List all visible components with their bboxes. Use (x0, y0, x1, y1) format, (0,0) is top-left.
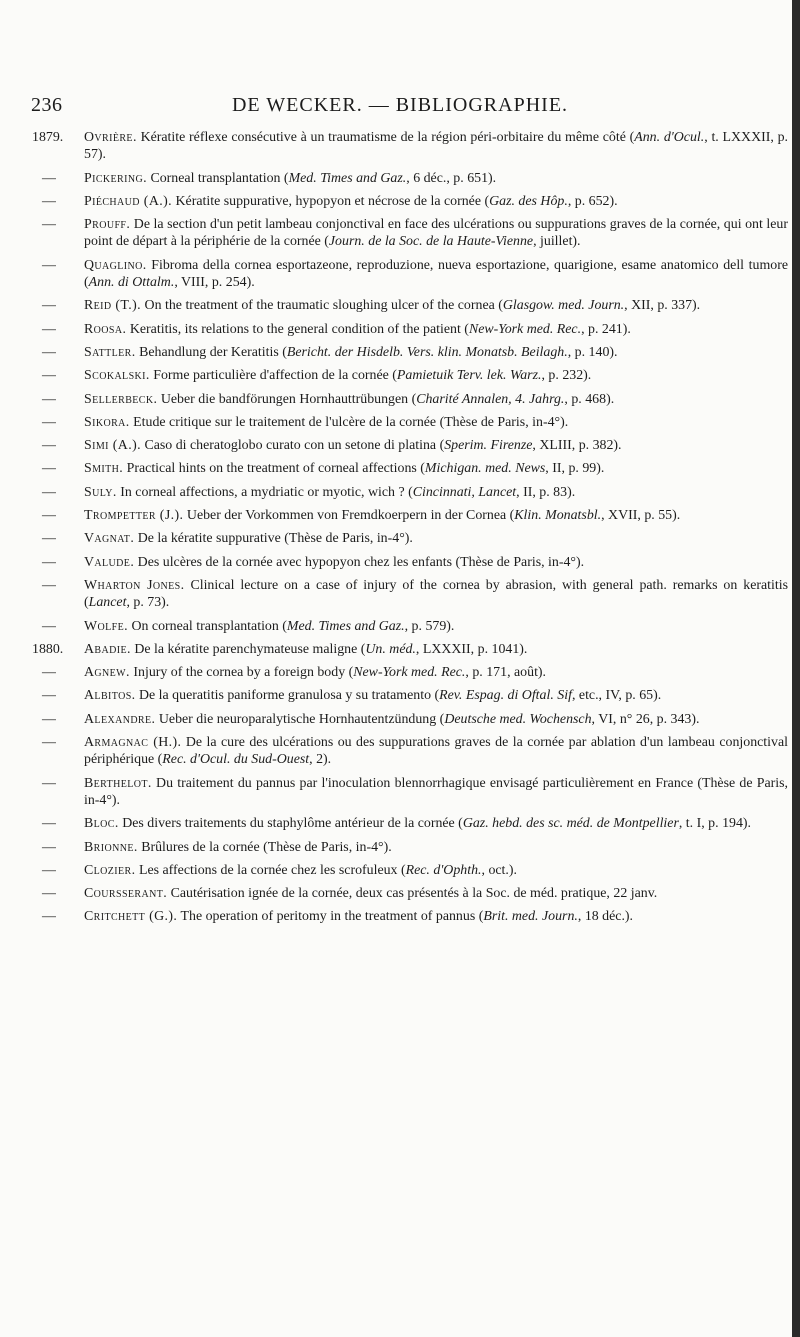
entry-author: Ovrière. (84, 130, 137, 145)
entry-title: Behandlung der Keratitis ( (139, 344, 287, 360)
entry-title: Kératite suppurative, hypopyon et nécrose de la cornée ( (175, 193, 490, 209)
entry-marker: — (42, 344, 56, 360)
entry-citation: , XVII, p. 55). (601, 508, 681, 524)
entry-author: Prouff. (84, 217, 131, 233)
entry-marker: — (42, 461, 56, 477)
entry-citation: , XLIII, p. 382). (532, 438, 622, 454)
entry-marker: — (42, 618, 56, 634)
bibliography-entry (40, 530, 788, 547)
entry-title: Practical hints on the treatment of corneal affections ( (126, 461, 425, 477)
bibliography-entry (40, 664, 788, 681)
entry-author: Alexandre. (84, 711, 156, 727)
entry-author: Trompetter (J.). (84, 508, 184, 524)
bibliography-entry (40, 367, 788, 384)
entry-title: De la cure des ulcérations ou des suppurations graves de la cornée par ablation d'un lambeau conjonctival périphérique ( (84, 735, 788, 768)
bibliography-entry (40, 711, 788, 728)
entry-citation: , p. 468). (564, 391, 615, 407)
bibliography-entry (40, 344, 788, 361)
entry-author: Abadie. (84, 641, 131, 657)
entry-citation: , p. 232). (541, 368, 592, 384)
entry-author: Scokalski. (84, 368, 150, 384)
entry-citation: , 18 déc.). (577, 909, 634, 925)
bibliography-entry (40, 815, 788, 832)
entry-marker: — (42, 577, 56, 593)
entry-marker: — (42, 391, 56, 407)
entry-source: Lancet (88, 595, 127, 611)
entry-title: Cautérisation ignée de la cornée, deux cas présentés à la Soc. de méd. pratique, 22 janv. (170, 886, 658, 902)
entry-citation: , etc., IV, p. 65). (571, 688, 662, 704)
bibliography-entry (40, 321, 788, 338)
entry-title: Les affections de la cornée chez les scrofuleux ( (138, 862, 406, 878)
entry-citation: , XII, p. 337). (624, 298, 701, 314)
entry-source: Deutsche med. Wochensch (444, 711, 592, 727)
entry-source: Med. Times and Gaz. (286, 618, 405, 634)
entry-author: Bloc. (84, 816, 119, 832)
entry-source: Pamietuik Terv. lek. Warz. (396, 368, 542, 384)
bibliography-entry (40, 577, 788, 612)
entry-marker: — (42, 711, 56, 727)
entry-source: Bericht. der Hisdelb. Vers. klin. Monatsb. Beilagh. (286, 344, 568, 360)
entry-author: Suly. (84, 484, 117, 500)
entry-marker: — (42, 321, 56, 337)
entry-source: Rev. Espag. di Oftal. Sif (439, 688, 572, 704)
entry-marker: — (42, 217, 56, 233)
entry-title: De la kératite parenchymateuse maligne ( (134, 641, 366, 657)
entry-title: Corneal transplantation ( (150, 170, 289, 186)
entry-author: Valude. (84, 554, 135, 570)
entry-source: Glasgow. med. Journ. (502, 298, 625, 314)
entry-title: Ueber der Vorkommen von Fremdkoerpern in der Cornea ( (186, 508, 515, 524)
entry-author: Smith. (84, 461, 124, 477)
entry-author: Roosa. (84, 321, 127, 337)
entry-citation: , 2). (309, 752, 332, 768)
entry-author: Wolfe. (84, 618, 128, 634)
entry-title: Kératite réflexe consécutive à un traumatisme de la région péri-orbitaire du même côté ( (140, 130, 635, 145)
bibliography-entry (40, 775, 788, 810)
entry-citation: , II, p. 83). (516, 484, 576, 500)
entry-source: Cincinnati, Lancet (412, 484, 517, 500)
entry-citation: , t. LXXXII, p. 57). (84, 130, 788, 163)
entry-source: Rec. d'Ocul. du Sud-Ouest (162, 752, 310, 768)
entry-citation: , p. 73). (126, 595, 170, 611)
bibliography-entry (40, 862, 788, 879)
entry-title: Des divers traitements du staphylôme antérieur de la cornée ( (122, 816, 463, 832)
entry-marker: — (42, 531, 56, 547)
bibliography-entry (40, 484, 788, 501)
bibliography-entry (32, 641, 788, 658)
entry-source: Ann. d'Ocul. (634, 130, 705, 145)
entry-source: Un. méd. (365, 641, 416, 657)
entry-marker: — (42, 862, 56, 878)
running-title: DE WECKER. — BIBLIOGRAPHIE. (231, 94, 569, 116)
entry-title: De la queratitis paniforme granulosa y su tratamento ( (139, 688, 440, 704)
entry-citation: , 6 déc., p. 651). (406, 170, 497, 186)
entry-author: Brionne. (84, 839, 138, 855)
entry-title: Etude critique sur le traitement de l'ulcère de la cornée (Thèse de Paris, in-4°). (133, 414, 569, 430)
bibliography-entry (40, 839, 788, 856)
entry-source: Charité Annalen, 4. Jahrg. (416, 391, 565, 407)
page-number: 236 (31, 94, 63, 116)
bibliography-entry (40, 216, 788, 251)
entry-source: New-York med. Rec. (353, 665, 466, 681)
entry-source: Gaz. hebd. des sc. méd. de Montpellier (462, 816, 679, 832)
entry-marker: — (42, 886, 56, 902)
entry-author: Armagnac (H.). (84, 735, 182, 751)
entry-source: Klin. Monatsbl. (514, 508, 602, 524)
entry-title: Du traitement du pannus par l'inoculation blennorrhagique envisagé particulièrement en France (Thèse de Paris, in-4°). (84, 775, 788, 808)
entry-citation: , p. 171, août). (465, 665, 547, 681)
entry-citation: , t. I, p. 194). (678, 816, 752, 832)
bibliography-entry (40, 297, 788, 314)
entry-marker: — (42, 665, 56, 681)
bibliography-entry (40, 554, 788, 571)
bibliography-entry (40, 687, 788, 704)
entry-marker: — (42, 484, 56, 500)
entry-citation: , II, p. 99). (545, 461, 605, 477)
entry-author: Critchett (G.). (84, 909, 178, 925)
entry-citation: , p. 241). (581, 321, 631, 337)
entry-marker: — (42, 688, 56, 704)
entry-author: Piéchaud (A.). (84, 193, 173, 209)
entry-marker: — (42, 554, 56, 570)
bibliography-entry (40, 908, 788, 925)
entry-source: Michigan. med. News (424, 461, 546, 477)
page-header (0, 94, 800, 118)
entry-marker: — (42, 508, 56, 524)
entry-author: Wharton Jones. (84, 577, 185, 593)
entry-marker: — (42, 170, 56, 186)
bibliography-entry (40, 507, 788, 524)
entry-source: Sperim. Firenze (444, 438, 533, 454)
entry-author: Sikora. (84, 414, 130, 430)
entry-source: Med. Times and Gaz. (288, 170, 407, 186)
entry-author: Simi (A.). (84, 438, 141, 454)
entry-citation: , oct.). (481, 862, 517, 878)
entry-title: On corneal transplantation ( (131, 618, 287, 634)
entry-title: In corneal affections, a mydriatic or myotic, wich ? ( (120, 484, 413, 500)
entry-author: Coursserant. (84, 886, 168, 902)
entry-marker: — (42, 193, 56, 209)
entry-citation: , VI, n° 26, p. 343). (591, 711, 700, 727)
entry-title: Clinical lecture on a case of injury of the cornea by abrasion, with general path. remarks on keratitis ( (84, 577, 788, 611)
entry-author: Quaglino. (84, 257, 147, 273)
entry-title: Ueber die bandförungen Hornhauttrübungen ( (160, 391, 417, 407)
entry-marker: — (42, 438, 56, 454)
entry-title: Injury of the cornea by a foreign body ( (133, 665, 354, 681)
bibliography-entry (40, 414, 788, 431)
entry-citation: , p. 579). (404, 618, 455, 634)
entry-marker: — (42, 298, 56, 314)
entry-marker: — (42, 775, 56, 791)
bibliography-entry (40, 734, 788, 769)
entry-author: Albitos. (84, 688, 136, 704)
entry-title: De la section d'un petit lambeau conjonctival en face des ulcérations ou suppurations graves de la cornée, qui ont leur point de départ à la périphérie de la cornée ( (84, 217, 788, 250)
entry-source: Gaz. des Hôp. (489, 193, 568, 209)
bibliography-entry (40, 460, 788, 477)
entry-title: De la kératite suppurative (Thèse de Paris, in-4°). (137, 531, 413, 547)
entry-author: Clozier. (84, 862, 136, 878)
entry-marker: — (42, 257, 56, 273)
bibliography-entry (40, 170, 788, 187)
entry-author: Sattler. (84, 344, 136, 360)
bibliography-entry (40, 193, 788, 210)
entry-title: Des ulcères de la cornée avec hypopyon chez les enfants (Thèse de Paris, in-4°). (137, 554, 585, 570)
entry-citation: , p. 652). (567, 193, 618, 209)
entry-source: Ann. di Ottalm. (88, 275, 175, 291)
entry-source: Journ. de la Soc. de la Haute-Vienne (328, 234, 534, 250)
bibliography-entry (40, 391, 788, 408)
entry-title: The operation of peritomy in the treatment of pannus ( (180, 909, 484, 925)
entry-citation: , juillet). (533, 234, 581, 250)
entry-marker: — (42, 735, 56, 751)
entry-marker: — (42, 839, 56, 855)
entry-marker: — (42, 368, 56, 384)
entry-title: Fibroma della cornea esportazeone, reproduzione, nueva esportazione, quarigione, esame anatomico dell tumore ( (84, 257, 788, 291)
entry-author: Vagnat. (84, 531, 135, 547)
entry-title: Forme particulière d'affection de la cornée ( (153, 368, 397, 384)
entry-source: Brit. med. Journ. (483, 909, 578, 925)
entry-source: Rec. d'Ophth. (405, 862, 482, 878)
entry-marker: — (42, 414, 56, 430)
entry-marker: 1879. (32, 130, 64, 145)
entry-marker: — (42, 816, 56, 832)
entry-citation: , VIII, p. 254). (174, 275, 255, 291)
entry-author: Reid (T.). (84, 298, 142, 314)
bibliography-entry (32, 129, 788, 164)
entry-source: New-York med. Rec. (468, 321, 582, 337)
entry-title: Brûlures de la cornée (Thèse de Paris, in-4°). (141, 839, 392, 855)
entry-citation: , LXXXII, p. 1041). (415, 641, 528, 657)
bibliography-entry (40, 257, 788, 292)
entry-title: Keratitis, its relations to the general condition of the patient ( (129, 321, 469, 337)
entry-marker: 1880. (32, 641, 64, 657)
bibliography-entry (40, 618, 788, 635)
entry-title: Caso di cheratoglobo curato con un setone di platina ( (144, 438, 445, 454)
page-edge-shadow (792, 0, 800, 1337)
entry-author: Sellerbeck. (84, 391, 158, 407)
entry-citation: , p. 140). (567, 344, 618, 360)
entry-author: Pickering. (84, 170, 147, 186)
bibliography-entry (40, 437, 788, 454)
entry-author: Berthelot. (84, 775, 152, 791)
entry-marker: — (42, 909, 56, 925)
entry-title: On the treatment of the traumatic sloughing ulcer of the cornea ( (144, 298, 503, 314)
bibliography-entry (40, 885, 788, 902)
entry-title: Ueber die neuroparalytische Hornhautentzündung ( (158, 711, 445, 727)
bibliography-list (32, 129, 788, 932)
entry-author: Agnew. (84, 665, 130, 681)
